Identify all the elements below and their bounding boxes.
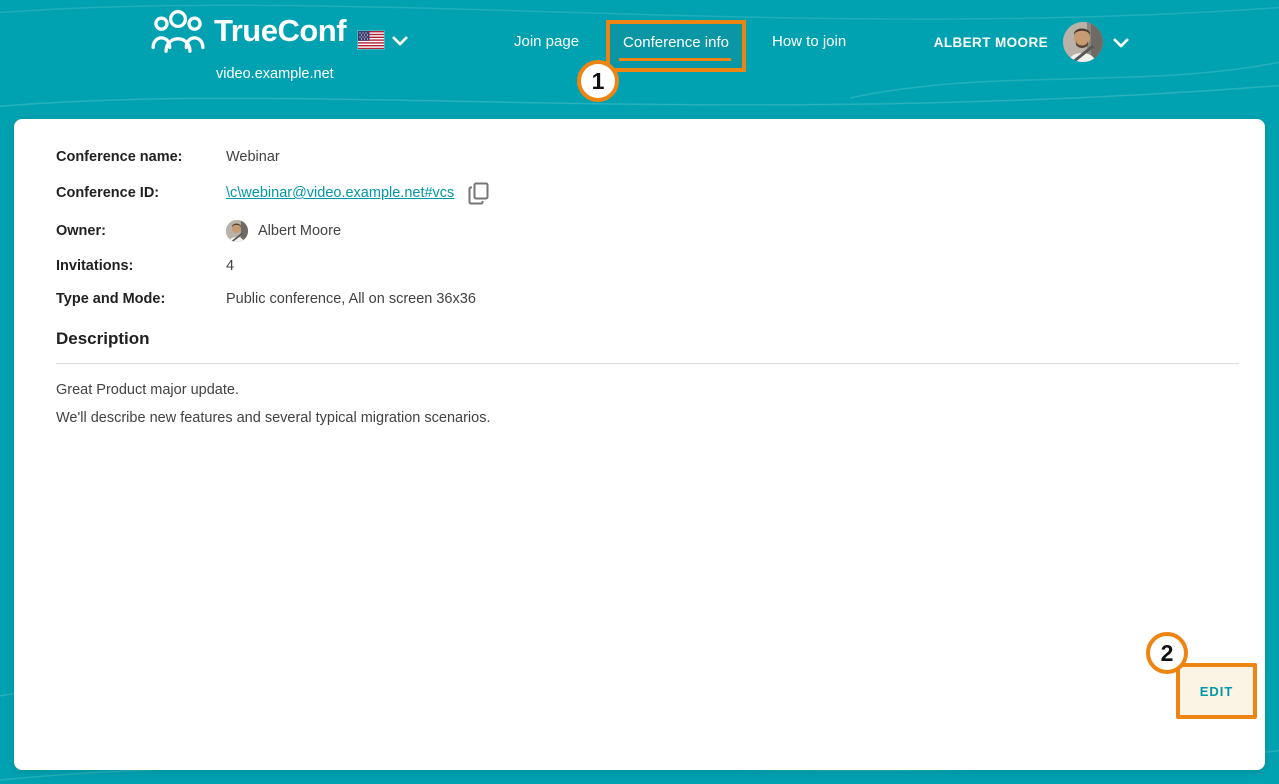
conference-name-row — [56, 147, 1239, 167]
annotation-step-2-badge: 2 — [1146, 632, 1188, 674]
owner-row — [56, 219, 1239, 243]
language-selector[interactable] — [358, 31, 408, 49]
chevron-down-icon — [392, 35, 408, 46]
invitations-label: Invitations: — [56, 258, 134, 274]
copy-icon — [468, 182, 489, 205]
nav-join-page[interactable]: Join page — [514, 33, 580, 50]
us-flag-icon — [358, 31, 384, 49]
nav-conference-info-label: Conference info — [623, 33, 729, 51]
trueconf-people-logo-icon — [150, 8, 206, 54]
nav-conference-info-active-tab[interactable] — [606, 20, 746, 72]
conference-info-panel — [14, 119, 1265, 770]
invitations-value: 4 — [226, 258, 235, 274]
user-avatar — [1063, 22, 1103, 62]
owner-avatar — [226, 220, 248, 242]
description-paragraph-2: We'll describe new features and several typical migration scenarios. — [56, 410, 491, 426]
edit-button[interactable]: EDIT — [1176, 663, 1257, 719]
conference-id-link[interactable]: \c\webinar@video.example.net#vcs — [226, 185, 455, 201]
conference-id-label: Conference ID: — [56, 185, 160, 201]
server-domain: video.example.net — [216, 66, 334, 82]
top-navigation-bar — [0, 0, 1279, 119]
owner-label: Owner: — [56, 223, 106, 239]
trueconf-logo[interactable] — [150, 8, 346, 54]
conference-name-label: Conference name: — [56, 149, 183, 165]
description-heading: Description — [56, 329, 150, 348]
conference-id-row — [56, 180, 1239, 206]
description-paragraph-1: Great Product major update. — [56, 382, 239, 398]
annotation-step-1-badge: 1 — [577, 60, 619, 102]
user-menu[interactable] — [900, 22, 1129, 62]
type-mode-row — [56, 289, 1239, 309]
owner-name: Albert Moore — [258, 223, 342, 239]
description-divider — [56, 363, 1239, 364]
copy-conference-id-button[interactable] — [468, 182, 489, 205]
brand-name: TrueConf — [214, 13, 347, 48]
nav-how-to-join[interactable]: How to join — [772, 33, 847, 50]
conference-name-value: Webinar — [226, 149, 280, 165]
type-mode-label: Type and Mode: — [56, 291, 166, 307]
active-tab-underline — [619, 58, 731, 61]
type-mode-value: Public conference, All on screen 36x36 — [226, 291, 476, 307]
owner-value — [226, 220, 341, 242]
chevron-down-icon — [1113, 37, 1129, 48]
user-name: ALBERT MOORE — [933, 34, 1048, 50]
invitations-row — [56, 256, 1239, 276]
